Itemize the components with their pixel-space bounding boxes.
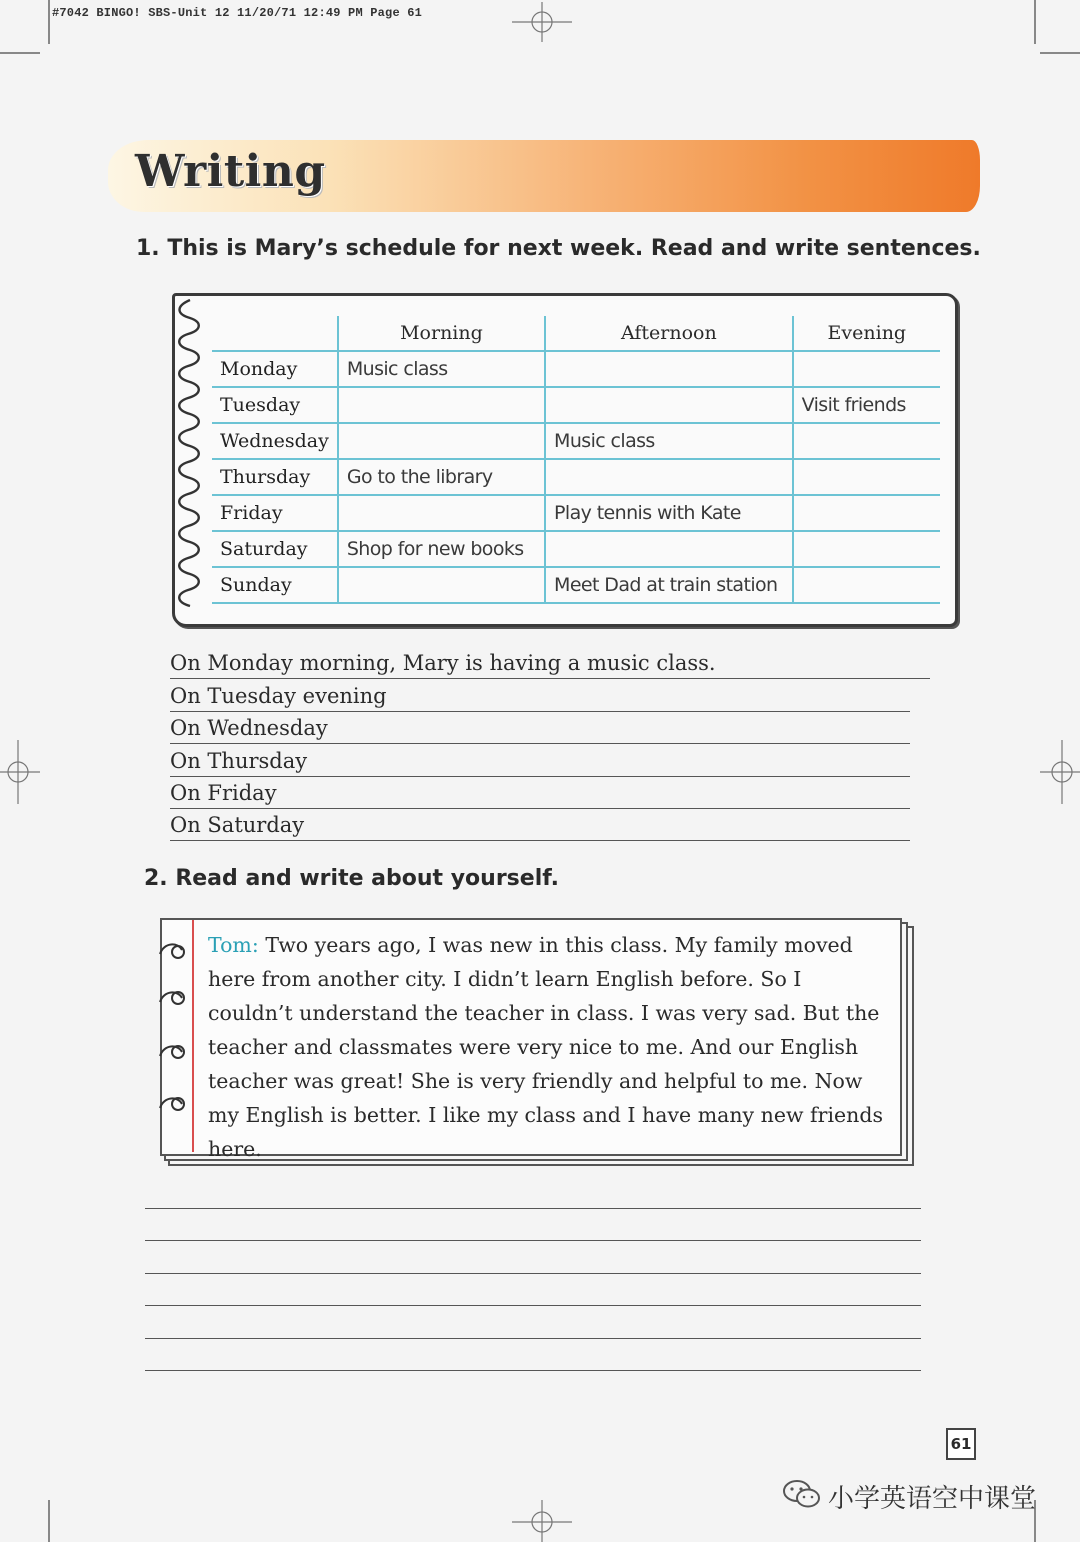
morning-cell (338, 495, 545, 531)
morning-cell: Go to the library (338, 459, 545, 495)
crop-mark-top-right (1034, 0, 1036, 44)
registration-mark-left (0, 740, 40, 804)
evening-cell (793, 351, 940, 387)
notebook-rings-icon (154, 934, 190, 1124)
answer-line-friday[interactable]: On Friday (170, 778, 910, 809)
answer-line-saturday[interactable]: On Saturday (170, 810, 910, 841)
answer-line-tuesday[interactable]: On Tuesday evening (170, 681, 910, 712)
table-row (212, 459, 940, 495)
evening-cell: Visit friends (793, 387, 940, 423)
page-number: 61 (946, 1428, 976, 1460)
exercise2-instruction: 2. Read and write about yourself. (144, 866, 559, 891)
table-row (212, 387, 940, 423)
crop-mark-top-left-h (0, 52, 40, 54)
evening-cell (793, 423, 940, 459)
day-cell: Wednesday (212, 423, 338, 459)
table-header-row (212, 316, 940, 351)
day-cell: Saturday (212, 531, 338, 567)
afternoon-cell (545, 351, 793, 387)
day-cell: Tuesday (212, 387, 338, 423)
evening-cell (793, 567, 940, 603)
header-evening: Evening (793, 316, 940, 351)
watermark-text: 小学英语空中课堂 (828, 1484, 1037, 1514)
afternoon-cell (545, 387, 793, 423)
registration-mark-top (512, 2, 572, 42)
print-header: #7042 BINGO! SBS-Unit 12 11/20/71 12:49 PM Page 61 (52, 6, 423, 20)
afternoon-cell: Meet Dad at train station (545, 567, 793, 603)
writing-line-4[interactable] (145, 1305, 921, 1306)
afternoon-cell: Music class (545, 423, 793, 459)
evening-cell (793, 531, 940, 567)
crop-mark-top-right-h (1040, 52, 1080, 54)
header-blank (212, 316, 338, 351)
registration-mark-right (1040, 740, 1080, 804)
writing-line-5[interactable] (145, 1338, 921, 1339)
morning-cell (338, 387, 545, 423)
wechat-icon (782, 1478, 822, 1510)
table-row (212, 531, 940, 567)
morning-cell (338, 567, 545, 603)
table-row (212, 351, 940, 387)
crop-mark-bottom-left (48, 1500, 50, 1542)
morning-cell: Music class (338, 351, 545, 387)
header-morning: Morning (338, 316, 545, 351)
day-cell: Monday (212, 351, 338, 387)
tom-paragraph (208, 928, 892, 1166)
answer-line-wednesday[interactable]: On Wednesday (170, 713, 910, 744)
afternoon-cell (545, 459, 793, 495)
writing-line-3[interactable] (145, 1273, 921, 1274)
day-cell: Sunday (212, 567, 338, 603)
answer-line-monday[interactable]: On Monday morning, Mary is having a music class. (170, 648, 930, 679)
schedule-table (212, 316, 940, 604)
evening-cell (793, 495, 940, 531)
registration-mark-bottom (512, 1500, 572, 1542)
header-afternoon: Afternoon (545, 316, 793, 351)
table-row (212, 567, 940, 603)
afternoon-cell: Play tennis with Kate (545, 495, 793, 531)
table-row (212, 423, 940, 459)
exercise1-instruction: 1. This is Mary’s schedule for next week. Read and write sentences. (136, 236, 981, 261)
day-cell: Thursday (212, 459, 338, 495)
section-title: Writing (135, 146, 326, 197)
writing-line-6[interactable] (145, 1370, 921, 1371)
table-row (212, 495, 940, 531)
afternoon-cell (545, 531, 793, 567)
paragraph-text: Two years ago, I was new in this class. My family moved here from another city. I didn’t learn English before. So I couldn’t understand the teacher in class. I was very sad. But the teacher and classmates were very nice to me. And our English teacher was great! She is very friendly and helpful to me. Now my English is better. I like my class and I have many new friends here. (208, 933, 883, 1161)
notebook-margin-rule (192, 920, 194, 1152)
morning-cell: Shop for new books (338, 531, 545, 567)
spiral-binding-icon (172, 296, 206, 616)
crop-mark-top-left (48, 0, 50, 44)
writing-line-1[interactable] (145, 1208, 921, 1209)
speaker-name: Tom: (208, 933, 259, 957)
morning-cell (338, 423, 545, 459)
day-cell: Friday (212, 495, 338, 531)
evening-cell (793, 459, 940, 495)
writing-line-2[interactable] (145, 1240, 921, 1241)
answer-line-thursday[interactable]: On Thursday (170, 746, 910, 777)
